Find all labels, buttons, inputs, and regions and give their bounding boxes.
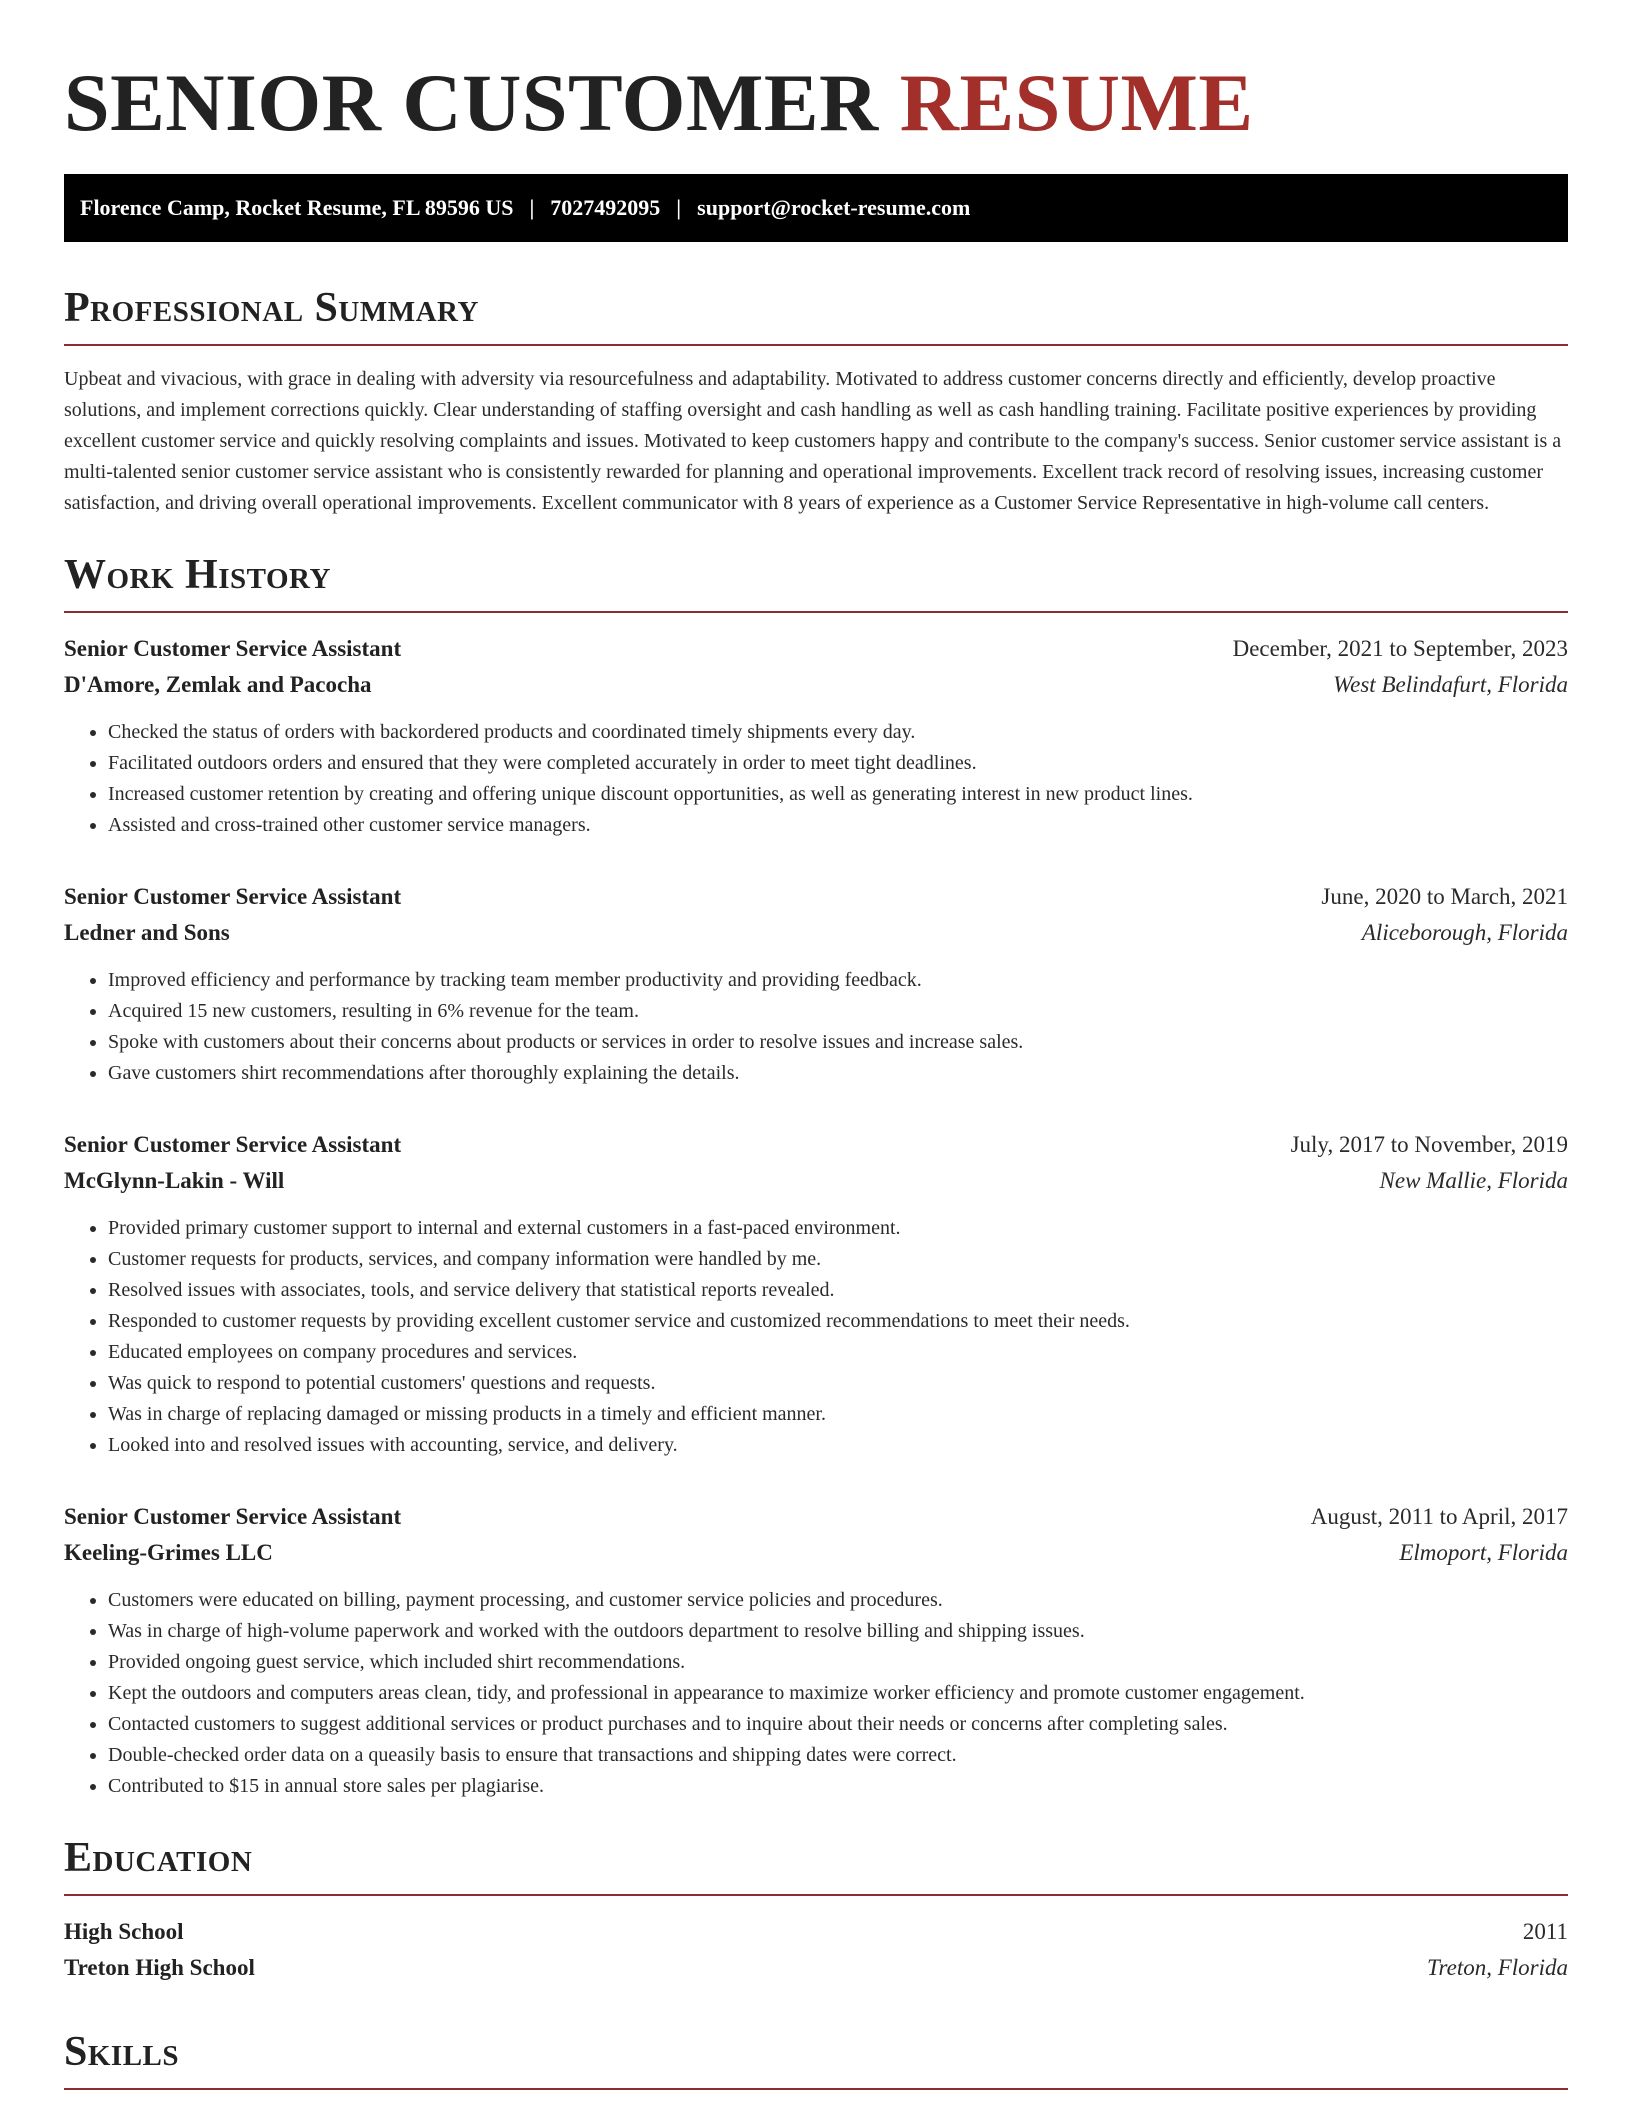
job-bullet: • Contributed to $15 in annual store sales per plagiarise. xyxy=(108,1771,1568,1802)
job-list xyxy=(64,631,1568,1802)
job-bullet: • Facilitated outdoors orders and ensured that they were completed accurately in order to meet tight deadlines. xyxy=(108,748,1568,779)
job-title: Senior Customer Service Assistant xyxy=(64,884,402,909)
section-divider xyxy=(64,344,1568,346)
job-bullet: • Gave customers shirt recommendations after thoroughly explaining the details. xyxy=(108,1058,1568,1089)
job-bullet: • Was quick to respond to potential customers' questions and requests. xyxy=(108,1368,1568,1399)
contact-phone: 7027492095 xyxy=(550,195,661,220)
resume-title-accent: RESUME xyxy=(899,57,1254,148)
job-row xyxy=(64,1499,1568,1535)
professional-summary-section xyxy=(64,282,1568,519)
education-degree: High School xyxy=(64,1919,184,1944)
education-row xyxy=(64,1914,1568,1950)
job-bullet: • Educated employees on company procedures and services. xyxy=(108,1337,1568,1368)
job-row xyxy=(64,1127,1568,1163)
job-company: Ledner and Sons xyxy=(64,920,230,945)
job-bullet-list xyxy=(64,717,1568,841)
job-location: Aliceborough, Florida xyxy=(1361,920,1568,945)
resume-title-main: SENIOR CUSTOMER xyxy=(64,57,879,148)
education-section xyxy=(64,1832,1568,1986)
job-bullet: • Acquired 15 new customers, resulting in 6% revenue for the team. xyxy=(108,996,1568,1027)
job-row xyxy=(64,879,1568,915)
job-bullet-list xyxy=(64,1585,1568,1802)
work-history-section xyxy=(64,549,1568,1802)
job-bullet: • Assisted and cross-trained other customer service managers. xyxy=(108,810,1568,841)
contact-separator: | xyxy=(676,195,682,220)
section-divider xyxy=(64,611,1568,613)
job-dates: December, 2021 to September, 2023 xyxy=(1232,636,1568,661)
job-dates: July, 2017 to November, 2019 xyxy=(1290,1132,1568,1157)
job-company: Keeling-Grimes LLC xyxy=(64,1540,273,1565)
section-heading-skills: Skills xyxy=(64,2029,180,2075)
education-year: 2011 xyxy=(1522,1919,1568,1944)
contact-bar xyxy=(64,174,1568,242)
job-bullet: • Was in charge of replacing damaged or missing products in a timely and efficient manner. xyxy=(108,1399,1568,1430)
contact-email: support@rocket-resume.com xyxy=(697,195,971,220)
job-bullet-list xyxy=(64,965,1568,1089)
job-row xyxy=(64,667,1568,703)
section-divider xyxy=(64,1894,1568,1896)
job-row xyxy=(64,915,1568,951)
job-row xyxy=(64,631,1568,667)
job-entry xyxy=(64,631,1568,841)
section-heading-work: Work History xyxy=(64,552,331,598)
contact-address: Florence Camp, Rocket Resume, FL 89596 US xyxy=(80,195,514,220)
job-row xyxy=(64,1163,1568,1199)
job-company: McGlynn-Lakin - Will xyxy=(64,1168,285,1193)
job-entry xyxy=(64,1127,1568,1461)
education-school: Treton High School xyxy=(64,1955,255,1980)
section-heading-summary: Professional Summary xyxy=(64,285,479,331)
job-bullet: • Provided ongoing guest service, which included shirt recommendations. xyxy=(108,1647,1568,1678)
job-bullet: • Double-checked order data on a queasily basis to ensure that transactions and shipping dates were correct. xyxy=(108,1740,1568,1771)
job-dates: August, 2011 to April, 2017 xyxy=(1310,1504,1568,1529)
job-bullet: • Improved efficiency and performance by tracking team member productivity and providing feedback. xyxy=(108,965,1568,996)
job-bullet: • Kept the outdoors and computers areas clean, tidy, and professional in appearance to maximize worker efficiency and promote customer engagement. xyxy=(108,1678,1568,1709)
job-bullet: • Resolved issues with associates, tools, and service delivery that statistical reports revealed. xyxy=(108,1275,1568,1306)
section-divider xyxy=(64,2088,1568,2090)
job-entry xyxy=(64,879,1568,1089)
job-bullet: • Checked the status of orders with backordered products and coordinated timely shipments every day. xyxy=(108,717,1568,748)
section-heading-education: Education xyxy=(64,1835,253,1881)
skills-section xyxy=(64,2026,1568,2090)
job-bullet: • Spoke with customers about their concerns about products or services in order to resolve issues and increase sales. xyxy=(108,1027,1568,1058)
job-bullet: • Customers were educated on billing, payment processing, and customer service policies and procedures. xyxy=(108,1585,1568,1616)
job-row xyxy=(64,1535,1568,1571)
job-bullet: • Was in charge of high-volume paperwork and worked with the outdoors department to resolve billing and shipping issues. xyxy=(108,1616,1568,1647)
job-dates: June, 2020 to March, 2021 xyxy=(1321,884,1568,909)
job-entry xyxy=(64,1499,1568,1802)
education-entry xyxy=(64,1914,1568,1986)
job-company: D'Amore, Zemlak and Pacocha xyxy=(64,672,372,697)
job-title: Senior Customer Service Assistant xyxy=(64,1504,402,1529)
job-bullet-list xyxy=(64,1213,1568,1461)
job-bullet: • Provided primary customer support to internal and external customers in a fast-paced environment. xyxy=(108,1213,1568,1244)
job-title: Senior Customer Service Assistant xyxy=(64,1132,402,1157)
summary-text: Upbeat and vivacious, with grace in dealing with adversity via resourcefulness and adaptability. Motivated to address customer concerns directly and efficiently, develop proactive solutions, and implement corrections quickly. Clear understanding of staffing oversight and cash handling as well as cash handling training. Facilitate positive experiences by providing excellent customer service and quickly resolving complaints and issues. Motivated to keep customers happy and contribute to the company's success. Senior customer service assistant is a multi-talented senior customer service assistant who is consistently rewarded for planning and operational improvements. Excellent track record of resolving issues, increasing customer satisfaction, and driving overall operational improvements. Excellent communicator with 8 years of experience as a Customer Service Representative in high-volume call centers. xyxy=(64,368,1562,514)
job-bullet: • Looked into and resolved issues with accounting, service, and delivery. xyxy=(108,1430,1568,1461)
job-bullet: • Responded to customer requests by providing excellent customer service and customized recommendations to meet their needs. xyxy=(108,1306,1568,1337)
job-location: West Belindafurt, Florida xyxy=(1333,672,1568,697)
resume-title xyxy=(64,52,1568,154)
job-bullet: • Contacted customers to suggest additional services or product purchases and to inquire about their needs or concerns after completing sales. xyxy=(108,1709,1568,1740)
contact-separator: | xyxy=(529,195,535,220)
job-location: New Mallie, Florida xyxy=(1379,1168,1568,1193)
job-bullet: • Increased customer retention by creating and offering unique discount opportunities, as well as generating interest in new product lines. xyxy=(108,779,1568,810)
education-location: Treton, Florida xyxy=(1427,1955,1568,1980)
job-location: Elmoport, Florida xyxy=(1399,1540,1568,1565)
job-title: Senior Customer Service Assistant xyxy=(64,636,402,661)
education-row xyxy=(64,1950,1568,1986)
job-bullet: • Customer requests for products, services, and company information were handled by me. xyxy=(108,1244,1568,1275)
